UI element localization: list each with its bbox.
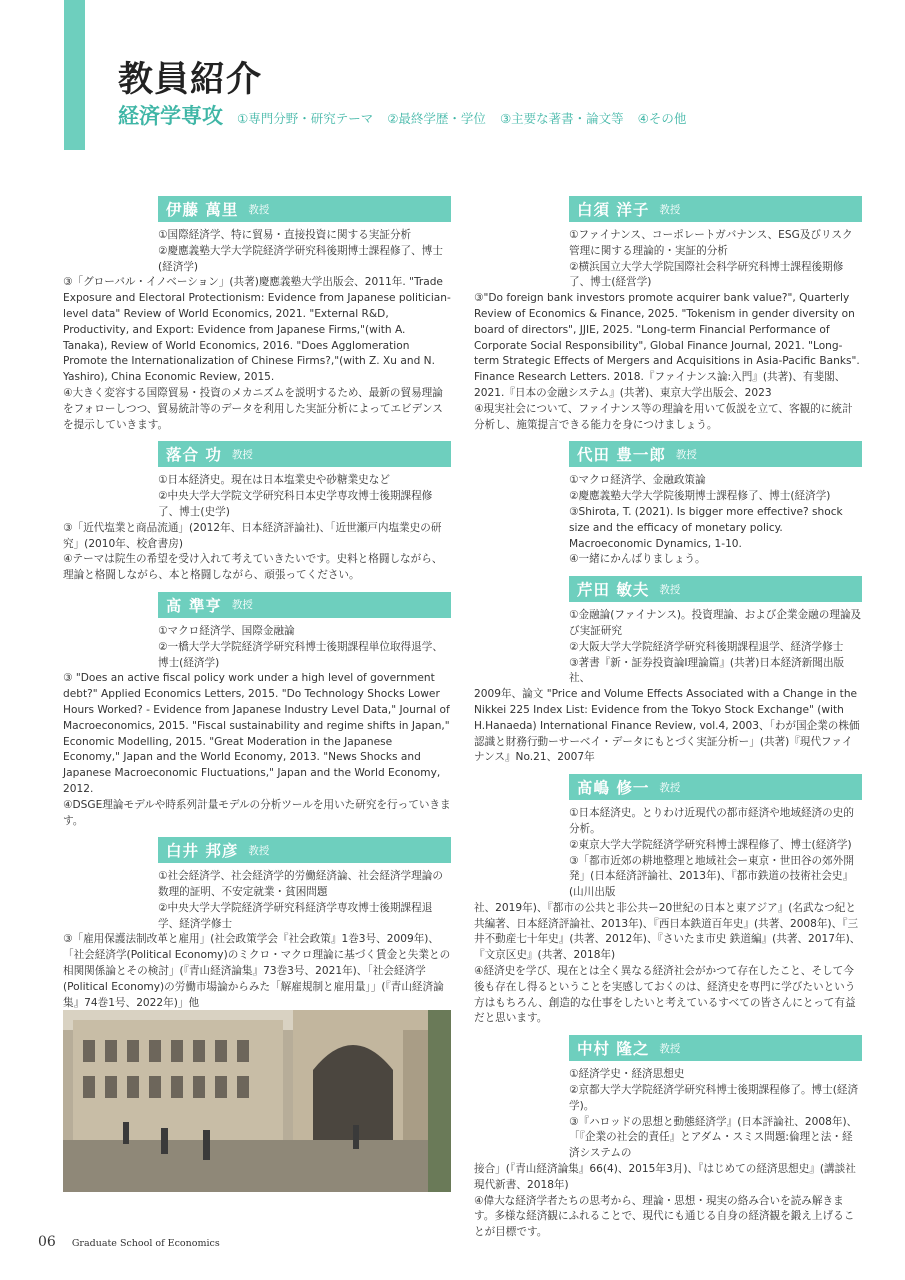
detail-item: ③Shirota, T. (2021). Is bigger more effective? shock size and the efficacy of monetary policy. Macroeconomic Dynamics, 1-10. bbox=[569, 505, 843, 550]
campus-building-image bbox=[63, 1010, 451, 1192]
detail-item: ②京都大学大学院経済学研究科博士後期課程修了。博士(経済学)。 bbox=[569, 1084, 859, 1112]
faculty-name: 中村 隆之 bbox=[577, 1040, 650, 1059]
faculty-details bbox=[474, 806, 862, 1027]
faculty-details bbox=[474, 1067, 862, 1241]
school-name: Graduate School of Economics bbox=[71, 1238, 220, 1249]
faculty-name: 髙嶋 修一 bbox=[577, 779, 650, 798]
detail-item: ③『ハロッドの思想と動態経済学』(日本評論社、2008年)、「『企業の社会的責任』とアダム・スミス問題:倫理と法・経済システムの bbox=[569, 1115, 858, 1160]
detail-item: ①経済学史・経済思想史 bbox=[569, 1068, 685, 1081]
faculty-rank: 教授 bbox=[659, 583, 681, 596]
detail-paragraph: ③「グローバル・イノベーション」(共著)慶應義塾大学出版会、2011年. "Trade Exposure and Electoral Protectionism: Evidence from Japanese politician-level data" Review of World Economics, 2021. "External R&D, Productivity, and Export: Evidence from Japanese Firms,"(with A. Tanaka), Review of World Economics, 2016. "Does Agglomeration Promote the Internationalization of Chinese Firms?,"(with Z. Xu and N. Yashiro), China Economic Review, 2015. bbox=[63, 276, 451, 384]
faculty-name: 落合 功 bbox=[166, 446, 222, 465]
faculty-rank: 教授 bbox=[248, 844, 270, 857]
detail-paragraph: 2009年、論文 "Price and Volume Effects Associated with a Change in the Nikkei 225 Index List: Evidence from the Tokyo Stock Exchange" (with H.Hanaeda) International Finance Review, vol.4, 2003、「わが国企業の株価認識と財務行動ーサーベイ・データにもとづく実証分析ー」(共著)『現代ファイナンス』No.21、2007年 bbox=[474, 688, 860, 764]
detail-item: ①国際経済学、特に貿易・直接投資に関する実証分析 bbox=[158, 229, 412, 241]
faculty-name-banner bbox=[569, 576, 862, 602]
faculty-rank: 教授 bbox=[659, 781, 681, 794]
detail-item: ①マクロ経済学、国際金融論 bbox=[158, 624, 295, 637]
legend-item: ②最終学歴・学位 bbox=[387, 111, 486, 126]
faculty-details bbox=[63, 228, 451, 433]
detail-paragraph: ③「雇用保護法制改革と雇用」(社会政策学会『社会政策』1巻3号、2009年)、「社会経済学(Political Economy)のミクロ・マクロ理論に基づく賃金と失業との相関関係論とその検討」(『青山経済論集』73巻3号、2021年)、「社会経済学(Political Economy)の労働市場論からみた「解雇規制と雇用量」」(『青山経済論集』74巻1号、2022年)」他 bbox=[63, 933, 451, 1009]
subtitle-row bbox=[118, 100, 700, 130]
faculty-rank: 教授 bbox=[659, 203, 681, 216]
faculty-name-banner bbox=[569, 196, 862, 222]
faculty-name-banner bbox=[569, 1035, 862, 1061]
faculty-name: 代田 豊一郎 bbox=[577, 446, 666, 465]
campus-photo bbox=[63, 1010, 451, 1192]
detail-item: ④一緒にかんばりましょう。 bbox=[569, 553, 706, 566]
faculty-name-banner bbox=[158, 837, 451, 863]
detail-item: ①金融論(ファイナンス)。投資理論、および企業金融の理論及び実証研究 bbox=[569, 609, 862, 637]
faculty-entry bbox=[474, 774, 862, 1027]
faculty-rank: 教授 bbox=[248, 203, 270, 216]
accent-bar bbox=[64, 0, 85, 150]
detail-item: ①社会経済学、社会経済学的労働経済論、社会経済学理論の数理的証明、不安定就業・貧困問題 bbox=[158, 870, 443, 899]
page-footer bbox=[38, 1234, 220, 1250]
detail-item: ①マクロ経済学、金融政策論 bbox=[569, 474, 706, 487]
left-column bbox=[63, 196, 451, 1067]
detail-item: ②慶應義塾大学大学院経済学研究科後期博士課程修了、博士(経済学) bbox=[158, 244, 443, 273]
faculty-name: 白須 洋子 bbox=[577, 201, 650, 219]
detail-item: ②大阪大学大学院経済学研究科後期課程退学、経済学修士 bbox=[569, 640, 844, 653]
detail-item: ②一橋大学大学院経済学研究科博士後期課程単位取得退学、博士(経済学) bbox=[158, 640, 443, 669]
faculty-name-banner bbox=[569, 441, 862, 467]
detail-paragraph: ④DSGE理論モデルや時系列計量モデルの分析ツールを用いた研究を行っていきます。 bbox=[63, 798, 451, 827]
detail-paragraph: ④テーマは院生の希望を受け入れて考えていきたいです。史料と格闘しながら、理論と格闘しながら、本と格闘しながら、頑張ってください。 bbox=[63, 553, 443, 582]
page-number: 06 bbox=[38, 1234, 56, 1250]
faculty-name-banner bbox=[158, 441, 451, 467]
faculty-name-banner bbox=[569, 774, 862, 800]
detail-item: ①日本経済史。とりわけ近現代の都市経済や地域経済の史的分析。 bbox=[569, 807, 854, 835]
detail-item: ③「都市近郊の耕地整理と地域社会ー東京・世田谷の郊外開発」(日本経済評論社、2013年)、『都市鉄道の技術社会史』(山川出版 bbox=[569, 854, 854, 899]
legend-item: ③主要な著書・論文等 bbox=[499, 111, 624, 126]
faculty-rank: 教授 bbox=[231, 448, 253, 461]
detail-item: ②中央大学大学院経済学研究科経済学専攻博士後期課程退学、経済学修士 bbox=[158, 901, 433, 930]
faculty-entry bbox=[63, 592, 451, 829]
detail-item: ②慶應義塾大学大学院後期博士課程修了、博士(経済学) bbox=[569, 490, 831, 503]
faculty-rank: 教授 bbox=[231, 599, 253, 612]
detail-item: ②東京大学大学院経済学研究科博士課程修了、博士(経済学) bbox=[569, 838, 852, 851]
faculty-entry bbox=[63, 441, 451, 584]
detail-paragraph: ④現実社会について、ファイナンス等の理論を用いて仮説を立て、客観的に統計分析し、施策提言できる能力を身につけましょう。 bbox=[474, 402, 853, 431]
faculty-name: 髙 準亨 bbox=[166, 596, 222, 615]
detail-paragraph: ④大きく変容する国際貿易・投資のメカニズムを説明するため、最新の貿易理論をフォローしつつ、貿易統計等のデータを利用した実証分析によってエビデンスを提示していきます。 bbox=[63, 386, 443, 431]
faculty-name-banner bbox=[158, 592, 451, 618]
faculty-name-banner bbox=[158, 196, 451, 222]
detail-paragraph: ④経済史を学び、現在とは全く異なる経済社会がかつて存在したこと、そして今後も存在し得るということを実感しておくのは、経済史を専門に学びたいという方はもちろん、創造的な仕事をしたいと考えているすべての皆さんにとって有益だと思います。 bbox=[474, 965, 856, 1025]
detail-item: ①日本経済史。現在は日本塩業史や砂糖業史など bbox=[158, 474, 390, 487]
page-title: 教員紹介 bbox=[118, 60, 263, 100]
faculty-details bbox=[63, 473, 451, 584]
detail-paragraph: 接合」(『青山経済論集』66(4)、2015年3月)、『はじめての経済思想史』(講談社現代新書、2018年) bbox=[474, 1163, 856, 1191]
faculty-details bbox=[474, 608, 862, 766]
legend-item: ④その他 bbox=[637, 111, 687, 126]
faculty-entry bbox=[474, 576, 862, 766]
section-subtitle: 経済学専攻 bbox=[118, 104, 223, 128]
right-column bbox=[474, 196, 862, 1249]
detail-item: ③著書『新・証券投資論Ⅰ理論篇』(共著)日本経済新聞出版社、 bbox=[569, 656, 845, 685]
faculty-name: 芹田 敏夫 bbox=[577, 581, 650, 600]
detail-paragraph: ③ "Does an active fiscal policy work under a high level of government debt?" Applied Economics Letters, 2015. "Do Technology Shocks Lower Hours Worked? - Evidence from Japanese Industry Level Data," Journal of Macroeconomics, 2015. "Fiscal sustainability and regime shifts in Japan," Economic Modelling, 2015. "Great Moderation in the Japanese Economy," Japan and the World Economy, 2013. "News Shocks and Japanese Macroeconomic Fluctuations," Japan and the World Economy, 2012. bbox=[63, 672, 450, 795]
faculty-entry bbox=[63, 196, 451, 433]
faculty-name: 白井 邦彦 bbox=[166, 842, 239, 861]
faculty-rank: 教授 bbox=[675, 448, 697, 461]
faculty-name: 伊藤 萬里 bbox=[166, 201, 239, 219]
faculty-entry bbox=[474, 441, 862, 568]
legend-item: ①専門分野・研究テーマ bbox=[237, 111, 374, 126]
detail-paragraph: ③"Do foreign bank investors promote acquirer bank value?", Quarterly Review of Economics & Finance, 2025. "Tokenism in gender diversity on board of directors", JJIE, 2025. "Long-term Financial Performance of Corporate Social Responsibility", Global Finance Journal, 2021. "Long-term Strategic Effects of Mergers and Acquisitions in Asia-Pacific Banks". Finance Research Letters. 2018.『ファイナンス論:入門』(共著)、有斐閣、2021.『日本の金融システム』(共著)、東京大学出版会、2023 bbox=[474, 292, 860, 399]
faculty-rank: 教授 bbox=[659, 1042, 681, 1055]
faculty-details bbox=[474, 228, 862, 433]
detail-item: ②横浜国立大学大学院国際社会科学研究科博士課程後期修了、博士(経営学) bbox=[569, 260, 844, 289]
detail-item: ②中央大学大学院文学研究科日本史学専攻博士後期課程修了、博士(史学) bbox=[158, 490, 433, 518]
faculty-details bbox=[63, 624, 451, 829]
detail-paragraph: 社、2019年)、『都市の公共と非公共ー20世紀の日本と東アジア』(名武なつ紀と共編著、日本経済評論社、2013年)、『西日本鉄道百年史』(共著、2008年)、『三井不動産七十年史』(共著、2012年)、『さいたま市史 鉄道編』(共著、2017年)、『文京区史』(共著、2018年) bbox=[474, 901, 861, 962]
detail-paragraph: ③「近代塩業と商品流通」(2012年、日本経済評論社)、「近世瀬戸内塩業史の研究」(2010年、校倉書房) bbox=[63, 521, 442, 550]
detail-paragraph: ④偉大な経済学者たちの思考から、理論・思想・現実の絡み合いを読み解きます。多様な経済観にふれることで、現代にも通じる自身の経済観を鍛え上げることが目標です。 bbox=[474, 1194, 855, 1239]
faculty-entry bbox=[474, 196, 862, 433]
faculty-entry bbox=[474, 1035, 862, 1241]
detail-item: ①ファイナンス、コーポレートガバナンス、ESG及びリスク管理に関する理論的・実証的分析 bbox=[569, 229, 853, 257]
faculty-details bbox=[474, 473, 862, 568]
